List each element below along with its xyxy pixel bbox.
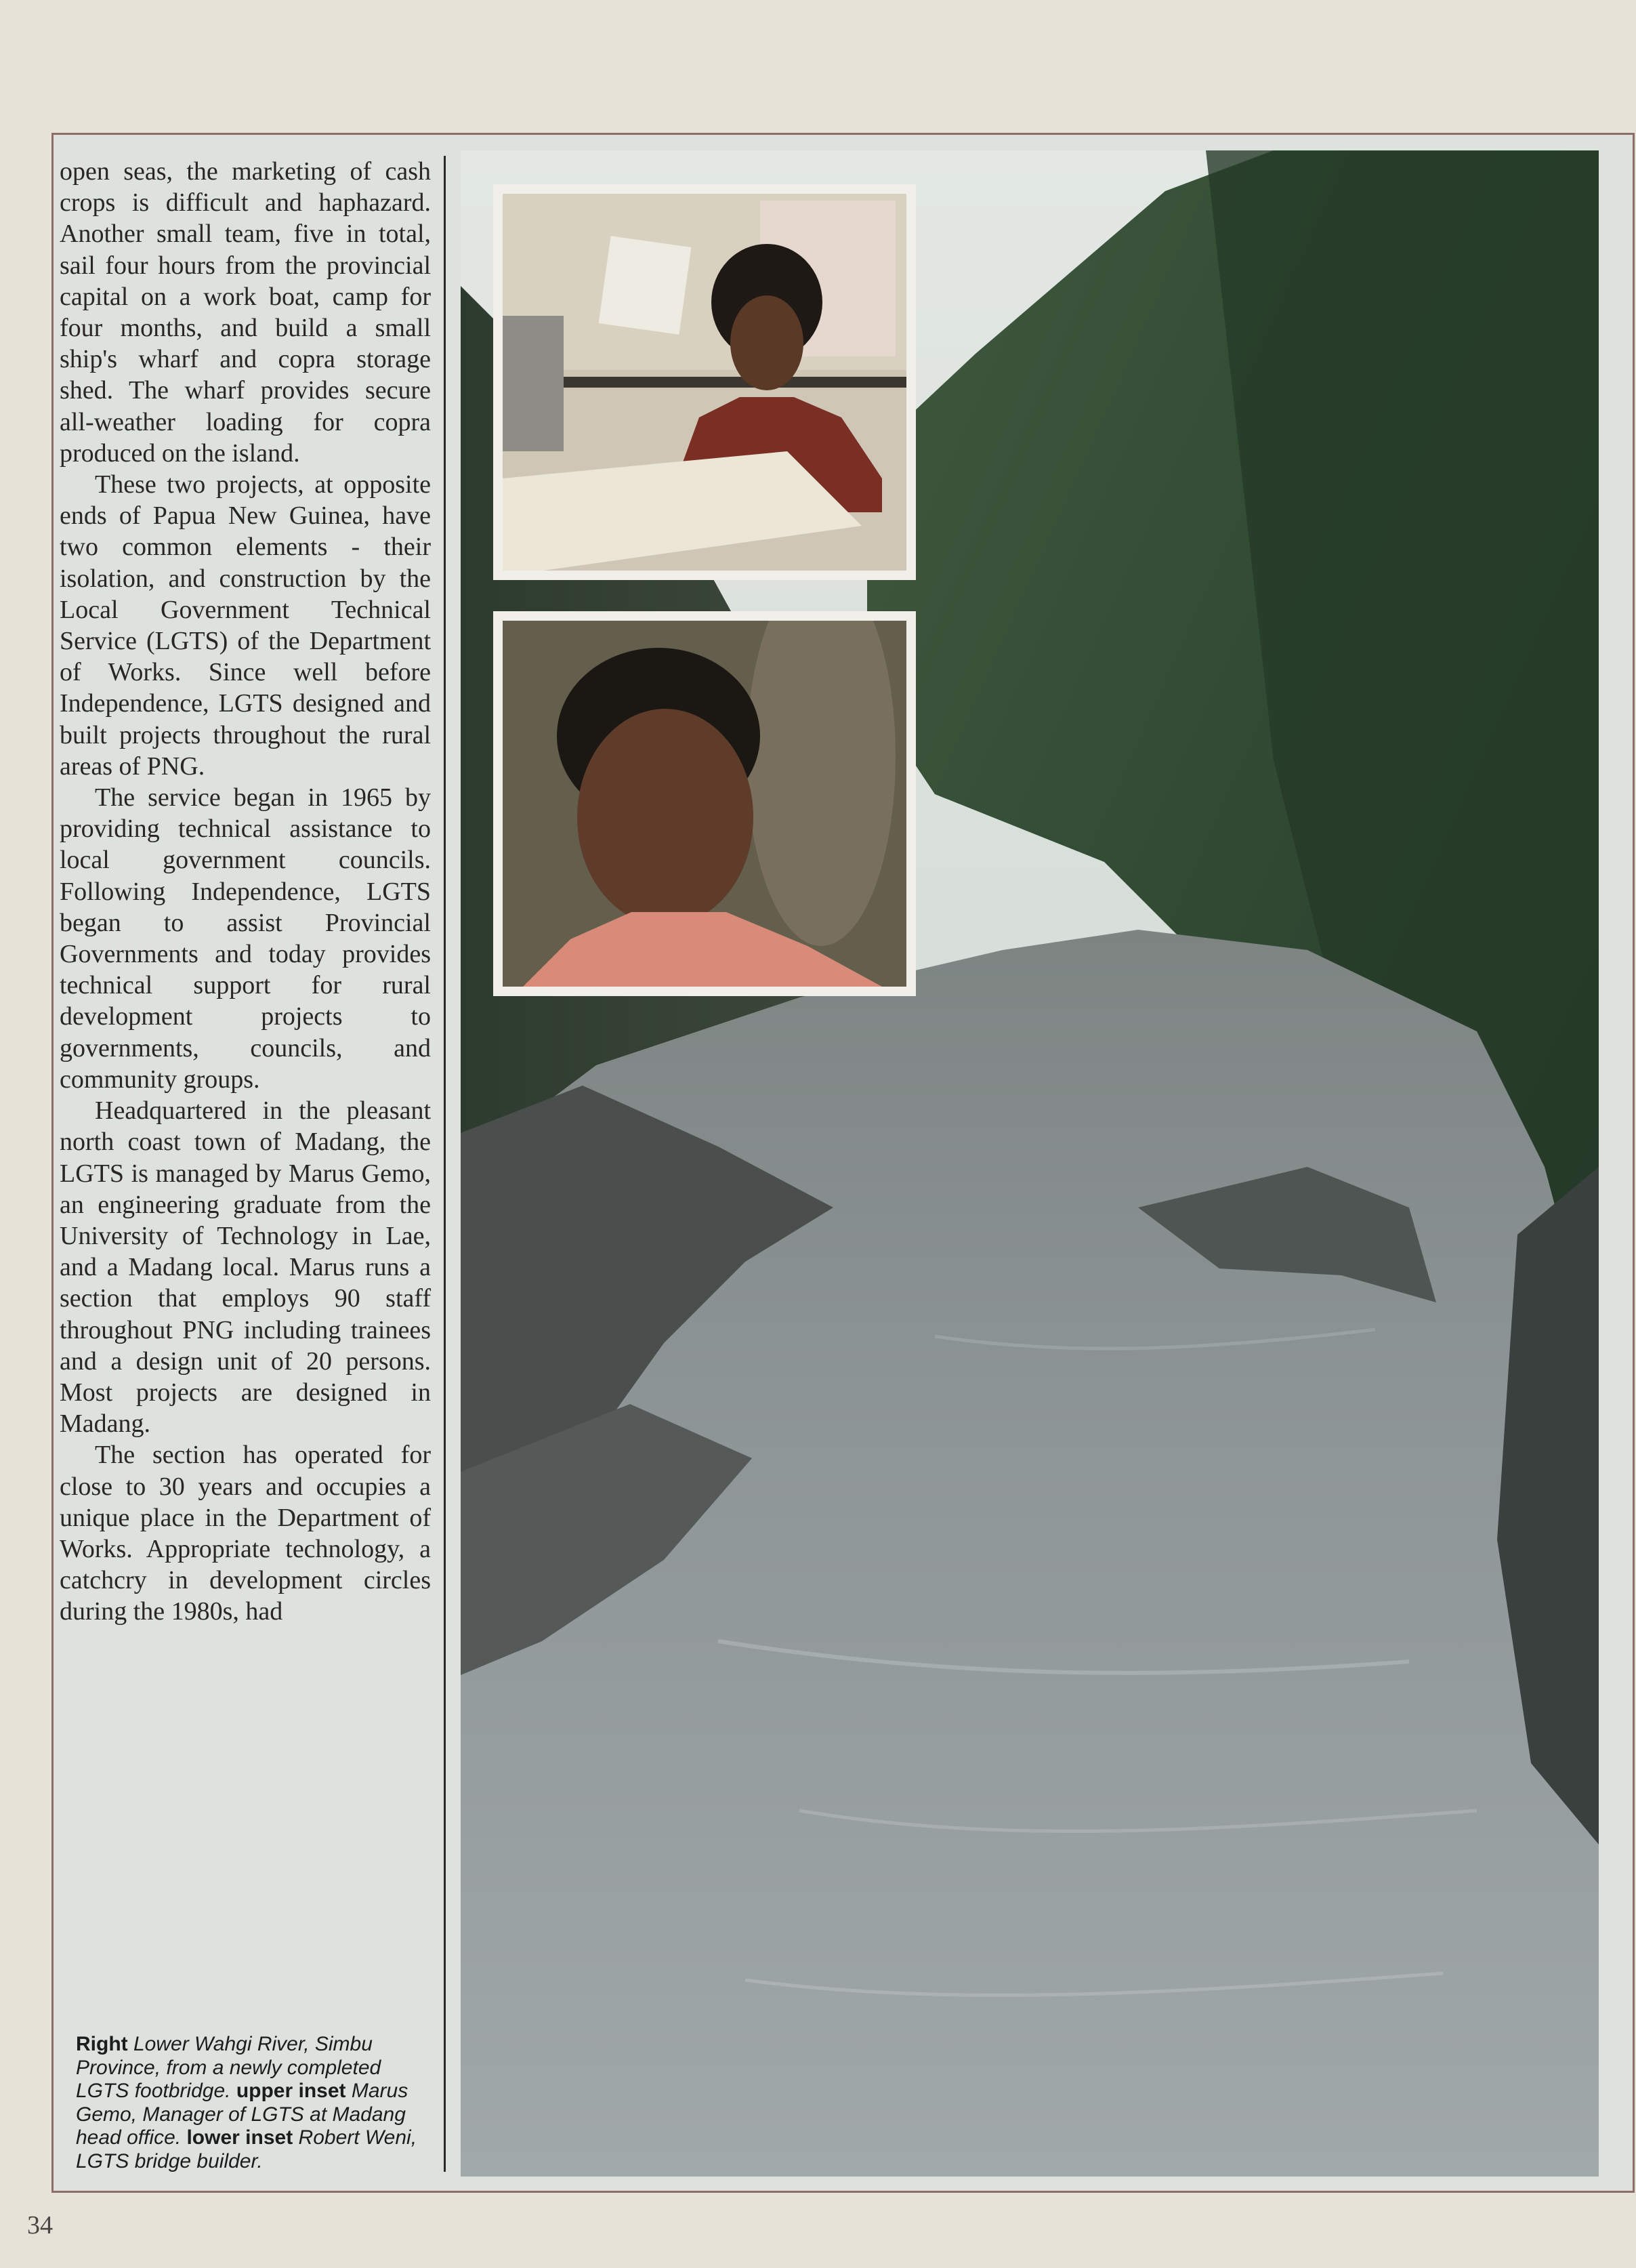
builder-portrait-image <box>503 621 906 987</box>
paragraph-3: The service began in 1965 by providing technical assistance to local government councils. Following Independence, LGTS began to assist Provincial Governments and today provides technical support for rural development projects to governments, councils, and community groups. <box>60 783 431 1094</box>
photo-caption <box>76 2033 428 2173</box>
paragraph-2: These two projects, at opposite ends of Papua New Guinea, have two common elements - their isolation, and construction by the Local Government Technical Service (LGTS) of the Department of Works. Since well before Independence, LGTS designed and built projects throughout the rural areas of PNG. <box>60 470 431 781</box>
lower-inset-photo <box>493 611 916 996</box>
caption-upper-label: upper inset <box>236 2080 346 2102</box>
column-divider <box>444 156 446 2172</box>
article-body <box>60 156 431 1628</box>
caption-right-text: Lower Wahgi River, Simbu Province, from a newly completed LGTS footbridge. <box>76 2033 381 2102</box>
paragraph-1: open seas, the marketing of cash crops is difficult and haphazard. Another small team, five in total, sail four hours from the provincial capital on a work boat, camp for four months, and build a small ship's wharf and copra storage shed. The wharf provides secure all-weather loading for copra produced on the island. <box>60 157 431 468</box>
caption-upper-text: Marus Gemo, Manager of LGTS at Madang head office. <box>76 2080 408 2149</box>
text-column <box>60 156 431 2175</box>
paragraph-4: Headquartered in the pleasant north coast town of Madang, the LGTS is managed by Marus Gemo, an engineering graduate from the University of Technology in Lae, and a Madang local. Marus runs a section that employs 90 staff throughout PNG including trainees and a design unit of 20 persons. Most projects are designed in Madang. <box>60 1096 431 1439</box>
office-portrait-image <box>503 194 906 571</box>
caption-right-label: Right <box>76 2033 128 2055</box>
caption-lower-label: lower inset <box>186 2126 293 2149</box>
page-number: 34 <box>27 2211 53 2240</box>
caption-lower-text: Robert Weni, LGTS bridge builder. <box>76 2126 417 2172</box>
paragraph-5: The section has operated for close to 30 years and occupies a unique place in the Department of Works. Appropriate technology, a catchcry in development circles during the 1980s, had <box>60 1441 431 1626</box>
upper-inset-photo <box>493 184 916 580</box>
